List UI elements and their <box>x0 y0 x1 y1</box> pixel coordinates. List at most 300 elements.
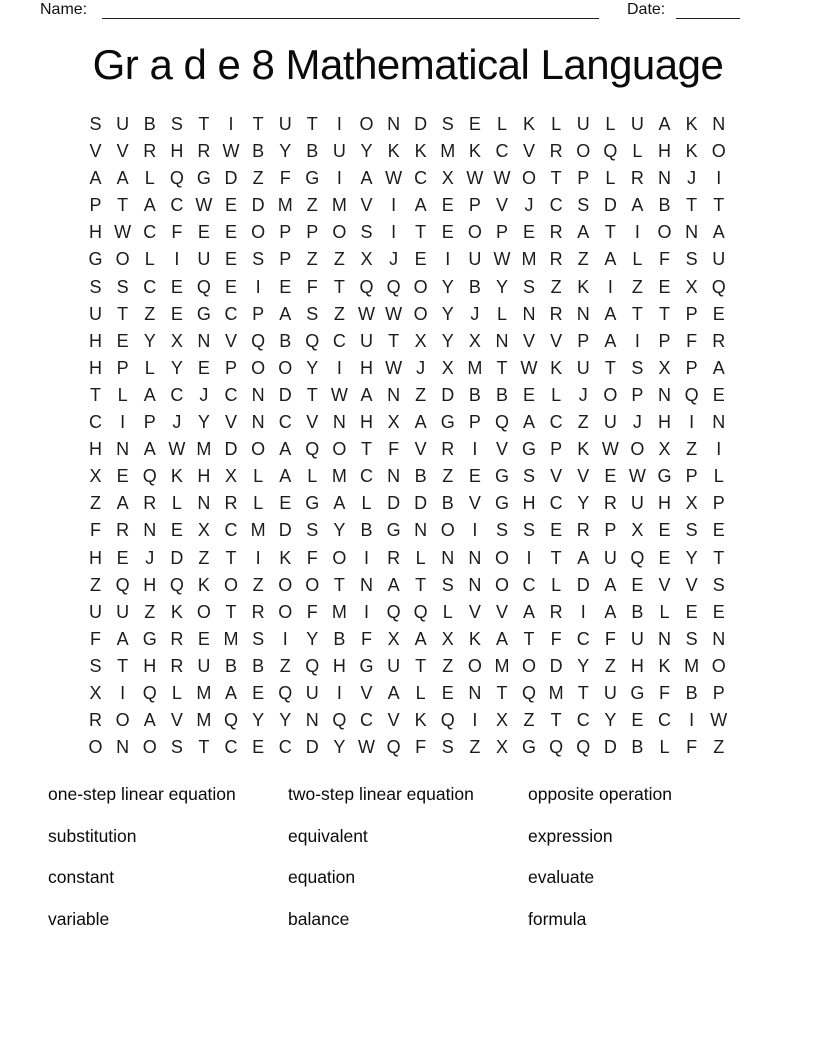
grid-letter: E <box>279 276 292 297</box>
grid-letter: E <box>197 222 210 243</box>
grid-letter: F <box>306 276 318 297</box>
grid-letter: W <box>222 141 240 162</box>
grid-letter: E <box>441 222 454 243</box>
grid-letter: B <box>333 628 346 649</box>
grid-letter: F <box>279 168 291 189</box>
grid-letter: M <box>548 682 564 703</box>
grid-letter: Y <box>441 303 454 324</box>
grid-letter: P <box>577 168 590 189</box>
date-label: Date: <box>627 1 666 18</box>
grid-letter: P <box>658 330 671 351</box>
grid-letter: Q <box>305 439 320 460</box>
grid-letter: I <box>228 114 234 134</box>
grid-letter: Y <box>306 628 319 649</box>
grid-row <box>82 463 732 490</box>
grid-letter: A <box>523 412 536 433</box>
grid-letter: D <box>224 439 238 460</box>
grid-letter: V <box>89 141 102 162</box>
grid-letter: H <box>89 439 103 460</box>
grid-letter: W <box>357 737 375 758</box>
grid-letter: O <box>251 222 266 243</box>
grid-letter: O <box>305 574 320 595</box>
grid-letter: V <box>468 493 481 514</box>
grid-letter: U <box>305 682 319 703</box>
grid-letter: G <box>386 520 401 541</box>
grid-letter: N <box>387 114 401 134</box>
grid-letter: A <box>523 601 536 622</box>
grid-letter: Q <box>251 330 266 351</box>
grid-row <box>82 490 732 517</box>
word-list <box>528 774 672 940</box>
grid-letter: Z <box>333 303 345 324</box>
grid-letter: F <box>686 737 698 758</box>
grid-letter: Q <box>386 601 401 622</box>
grid-letter: S <box>306 520 319 541</box>
grid-letter: E <box>658 547 671 568</box>
grid-letter: E <box>279 493 292 514</box>
grid-letter: T <box>252 114 264 134</box>
grid-letter: N <box>197 330 211 351</box>
grid-letter: C <box>522 574 536 595</box>
grid-letter: Z <box>144 601 156 622</box>
grid-letter: Z <box>333 249 345 270</box>
word-list-column-3 <box>528 774 672 940</box>
grid-letter: I <box>255 547 261 568</box>
grid-letter: E <box>685 601 698 622</box>
grid-letter: K <box>523 114 536 134</box>
grid-letter: J <box>687 168 697 189</box>
grid-letter: B <box>468 384 481 405</box>
date-blank-line <box>676 0 740 19</box>
grid-letter: P <box>685 466 698 487</box>
grid-letter: X <box>197 520 210 541</box>
grid-letter: B <box>360 520 373 541</box>
grid-letter: O <box>711 141 726 162</box>
grid-letter: B <box>143 114 156 134</box>
grid-letter: M <box>331 601 347 622</box>
grid-letter: R <box>89 710 103 731</box>
grid-letter: A <box>279 303 292 324</box>
grid-letter: I <box>336 682 342 703</box>
grid-letter: C <box>359 466 373 487</box>
grid-letter: E <box>523 222 536 243</box>
grid-letter: A <box>604 330 617 351</box>
grid-letter: E <box>225 276 238 297</box>
grid-letter: Q <box>142 682 157 703</box>
grid-letter: Q <box>169 574 184 595</box>
grid-row <box>82 436 732 463</box>
word-list-item: two-step linear equation <box>288 784 474 804</box>
grid-letter: D <box>576 574 590 595</box>
grid-letter: R <box>549 141 563 162</box>
grid-letter: D <box>603 195 617 216</box>
grid-letter: I <box>607 276 613 297</box>
grid-letter: N <box>197 493 211 514</box>
grid-letter: O <box>251 439 266 460</box>
page-title: Gr a d e 8 Mathematical Language <box>92 41 724 88</box>
grid-letter: O <box>522 168 537 189</box>
grid-letter: L <box>415 682 426 703</box>
grid-letter: I <box>580 601 586 622</box>
grid-letter: X <box>387 412 400 433</box>
grid-letter: S <box>441 574 454 595</box>
grid-letter: P <box>143 412 156 433</box>
grid-letter: A <box>143 384 156 405</box>
grid-letter: N <box>414 520 428 541</box>
grid-letter: T <box>713 547 725 568</box>
grid-letter: Z <box>577 249 589 270</box>
grid-letter: E <box>712 601 725 622</box>
grid-letter: E <box>631 574 644 595</box>
grid-letter: V <box>550 330 563 351</box>
grid-letter: L <box>605 168 616 189</box>
grid-letter: D <box>414 114 428 134</box>
grid-letter: S <box>685 520 698 541</box>
grid-letter: B <box>495 384 508 405</box>
grid-letter: Y <box>143 330 156 351</box>
grid-letter: Y <box>577 493 590 514</box>
grid-letter: O <box>115 249 130 270</box>
word-list-column-1 <box>48 774 236 940</box>
grid-letter: A <box>360 168 373 189</box>
grid-letter: B <box>658 195 671 216</box>
grid-letter: N <box>658 384 672 405</box>
grid-letter: I <box>472 710 478 731</box>
grid-letter: F <box>90 520 102 541</box>
grid-letter: N <box>359 574 373 595</box>
grid-letter: K <box>170 601 183 622</box>
grid-letter: A <box>116 628 129 649</box>
grid-letter: L <box>117 384 128 405</box>
grid-letter: T <box>415 574 427 595</box>
grid-letter: U <box>387 655 401 676</box>
grid-letter: O <box>711 655 726 676</box>
grid-letter: U <box>576 357 590 378</box>
grid-letter: O <box>413 276 428 297</box>
grid-letter: A <box>116 493 129 514</box>
grid-letter: E <box>712 303 725 324</box>
grid-letter: T <box>577 682 589 703</box>
grid-letter: Y <box>306 357 319 378</box>
grid-letter: U <box>576 114 590 134</box>
grid-letter: K <box>550 357 563 378</box>
grid-letter: Z <box>713 737 725 758</box>
grid-letter: X <box>89 466 102 487</box>
grid-letter: Y <box>360 141 373 162</box>
grid-letter: T <box>550 168 562 189</box>
grid-letter: A <box>360 384 373 405</box>
grid-letter: Q <box>305 655 320 676</box>
grid-letter: N <box>251 412 265 433</box>
grid-letter: B <box>685 682 698 703</box>
grid-letter: J <box>199 384 209 405</box>
grid-letter: M <box>196 439 212 460</box>
grid-letter: E <box>252 737 265 758</box>
grid-row <box>82 599 732 626</box>
grid-letter: Z <box>198 547 210 568</box>
grid-letter: W <box>385 168 403 189</box>
grid-letter: F <box>360 628 372 649</box>
grid-letter: C <box>170 195 184 216</box>
name-label: Name: <box>40 1 88 18</box>
grid-letter: X <box>170 330 183 351</box>
grid-letter: S <box>89 276 102 297</box>
grid-letter: L <box>144 249 155 270</box>
grid-letter: D <box>441 384 455 405</box>
grid-letter: L <box>632 249 643 270</box>
grid-letter: W <box>628 466 646 487</box>
grid-letter: M <box>277 195 293 216</box>
grid-letter: I <box>472 520 478 541</box>
grid-letter: Y <box>441 276 454 297</box>
grid-letter: Z <box>577 412 589 433</box>
grid-letter: Y <box>333 520 346 541</box>
grid-letter: P <box>252 303 265 324</box>
grid-letter: G <box>142 628 157 649</box>
grid-letter: C <box>495 141 509 162</box>
grid-letter: M <box>467 357 483 378</box>
word-list-item: formula <box>528 908 587 929</box>
grid-letter: F <box>90 628 102 649</box>
grid-letter: R <box>143 141 157 162</box>
grid-letter: P <box>685 357 698 378</box>
grid-letter: X <box>225 466 238 487</box>
grid-letter: A <box>604 574 617 595</box>
grid-letter: Y <box>279 710 292 731</box>
grid-letter: I <box>391 222 397 243</box>
grid-letter: Z <box>523 710 535 731</box>
grid-letter: U <box>468 249 482 270</box>
grid-letter: O <box>576 141 591 162</box>
grid-letter: L <box>253 493 264 514</box>
grid-letter: C <box>332 330 346 351</box>
grid-letter: J <box>578 384 588 405</box>
grid-letter: L <box>442 601 453 622</box>
grid-letter: D <box>278 520 292 541</box>
grid-letter: N <box>685 222 699 243</box>
grid-letter: F <box>171 222 183 243</box>
grid-letter: P <box>279 249 292 270</box>
grid-letter: E <box>116 330 129 351</box>
grid-letter: L <box>551 114 562 134</box>
grid-letter: W <box>195 195 213 216</box>
grid-letter: Z <box>550 276 562 297</box>
grid-letter: J <box>470 303 480 324</box>
grid-letter: R <box>251 601 265 622</box>
word-list <box>288 774 474 940</box>
grid-letter: N <box>305 710 319 731</box>
grid-letter: G <box>305 168 320 189</box>
grid-row <box>82 219 732 246</box>
grid-letter: N <box>712 114 726 134</box>
grid-letter: C <box>170 384 184 405</box>
grid-letter: O <box>142 737 157 758</box>
grid-letter: T <box>306 114 318 134</box>
grid-letter: O <box>657 222 672 243</box>
grid-letter: I <box>363 547 369 568</box>
grid-letter: G <box>440 412 455 433</box>
grid-letter: Z <box>90 574 102 595</box>
grid-letter: K <box>577 439 590 460</box>
grid-letter: E <box>170 303 183 324</box>
word-list-item: equivalent <box>288 825 368 846</box>
grid-letter: S <box>89 114 102 134</box>
grid-letter: V <box>170 710 183 731</box>
grid-letter: Q <box>413 601 428 622</box>
grid-letter: E <box>468 466 481 487</box>
grid-letter: Q <box>196 276 211 297</box>
grid-letter: L <box>496 114 507 134</box>
grid-letter: Q <box>522 682 537 703</box>
grid-letter: R <box>712 330 726 351</box>
grid-letter: R <box>441 439 455 460</box>
grid-letter: L <box>659 737 670 758</box>
grid-letter: O <box>88 737 103 758</box>
grid-letter: P <box>225 357 238 378</box>
grid-letter: S <box>523 466 536 487</box>
grid-letter: Q <box>386 737 401 758</box>
grid-letter: A <box>225 682 238 703</box>
grid-letter: W <box>493 249 511 270</box>
grid-letter: P <box>550 439 563 460</box>
grid-letter: O <box>278 357 293 378</box>
grid-row <box>82 382 732 409</box>
grid-row <box>82 328 732 355</box>
grid-letter: V <box>225 330 238 351</box>
letter-grid <box>82 111 732 761</box>
grid-letter: G <box>494 466 509 487</box>
grid-letter: W <box>520 357 538 378</box>
grid-letter: O <box>278 574 293 595</box>
grid-letter: P <box>468 412 481 433</box>
grid-letter: P <box>306 222 319 243</box>
grid-letter: Z <box>252 574 264 595</box>
grid-letter: T <box>388 330 400 351</box>
grid-letter: A <box>712 357 725 378</box>
grid-letter: M <box>250 520 266 541</box>
grid-letter: C <box>224 303 238 324</box>
grid-row <box>82 409 732 436</box>
grid-letter: W <box>493 168 511 189</box>
grid-row <box>82 572 732 599</box>
grid-letter: D <box>549 655 563 676</box>
grid-letter: H <box>89 357 103 378</box>
grid-letter: V <box>523 141 536 162</box>
grid-letter: F <box>604 628 616 649</box>
grid-letter: U <box>630 493 644 514</box>
grid-letter: Q <box>305 330 320 351</box>
grid-letter: W <box>385 303 403 324</box>
grid-letter: U <box>89 303 103 324</box>
grid-letter: S <box>252 249 265 270</box>
grid-letter: H <box>658 141 672 162</box>
grid-letter: A <box>414 195 427 216</box>
grid-letter: I <box>634 330 640 351</box>
grid-letter: T <box>225 547 237 568</box>
name-blank-line <box>102 0 599 19</box>
grid-letter: I <box>255 276 261 297</box>
grid-letter: W <box>357 303 375 324</box>
grid-letter: A <box>631 195 644 216</box>
grid-letter: W <box>168 439 186 460</box>
grid-letter: H <box>658 412 672 433</box>
word-list-item: constant <box>48 867 115 887</box>
grid-letter: I <box>689 412 695 433</box>
word-list-item: evaluate <box>528 867 595 887</box>
grid-letter: S <box>712 574 725 595</box>
grid-letter: M <box>440 141 456 162</box>
grid-letter: N <box>468 547 482 568</box>
grid-letter: Z <box>442 466 454 487</box>
grid-letter: W <box>466 168 484 189</box>
grid-letter: Q <box>494 412 509 433</box>
grid-letter: Y <box>441 330 454 351</box>
grid-letter: G <box>88 249 103 270</box>
grid-letter: U <box>603 412 617 433</box>
grid-letter: K <box>414 141 427 162</box>
grid-letter: Q <box>169 168 184 189</box>
grid-letter: F <box>550 628 562 649</box>
grid-letter: R <box>549 222 563 243</box>
grid-letter: C <box>143 276 157 297</box>
grid-letter: Y <box>577 655 590 676</box>
grid-letter: H <box>143 655 157 676</box>
grid-letter: V <box>658 574 671 595</box>
grid-letter: K <box>468 141 481 162</box>
grid-letter: B <box>631 601 644 622</box>
grid-letter: D <box>278 384 292 405</box>
grid-letter: O <box>332 222 347 243</box>
grid-letter: H <box>359 412 373 433</box>
grid-letter: V <box>577 466 590 487</box>
grid-letter: M <box>196 682 212 703</box>
grid-letter: K <box>685 114 698 134</box>
grid-letter: L <box>144 168 155 189</box>
worksheet-header <box>0 0 816 26</box>
grid-letter: I <box>472 439 478 460</box>
grid-letter: M <box>223 628 239 649</box>
grid-letter: Z <box>415 384 427 405</box>
grid-letter: C <box>224 384 238 405</box>
grid-letter: P <box>89 195 102 216</box>
grid-letter: T <box>333 574 345 595</box>
grid-letter: A <box>604 601 617 622</box>
grid-letter: U <box>630 114 644 134</box>
grid-letter: O <box>630 439 645 460</box>
grid-letter: Q <box>576 737 591 758</box>
grid-letter: Q <box>332 710 347 731</box>
grid-letter: D <box>251 195 265 216</box>
grid-letter: K <box>279 547 292 568</box>
grid-letter: Y <box>197 412 210 433</box>
grid-letter: P <box>604 520 617 541</box>
grid-letter: H <box>170 141 184 162</box>
grid-letter: Q <box>684 384 699 405</box>
grid-letter: D <box>305 737 319 758</box>
grid-letter: T <box>686 195 698 216</box>
grid-letter: Y <box>333 737 346 758</box>
grid-row <box>82 111 732 138</box>
grid-letter: U <box>116 114 130 134</box>
grid-letter: M <box>521 249 537 270</box>
grid-letter: T <box>631 303 643 324</box>
grid-letter: B <box>441 493 454 514</box>
grid-letter: O <box>522 655 537 676</box>
grid-letter: M <box>196 710 212 731</box>
grid-letter: P <box>685 303 698 324</box>
grid-letter: E <box>468 114 481 134</box>
grid-letter: X <box>89 682 102 703</box>
